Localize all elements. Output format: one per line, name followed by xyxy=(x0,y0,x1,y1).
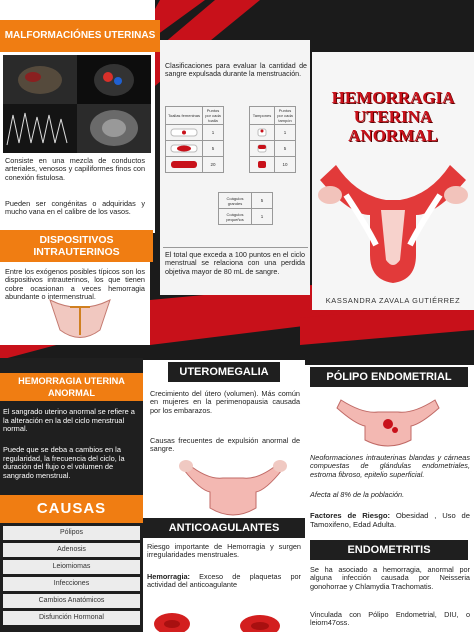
anticoagulantes-text-1: Riesgo importante de Hemorragia y surgen irregularidades menstruales. xyxy=(147,542,301,560)
causas-list xyxy=(3,526,140,628)
tampon-medium-icon xyxy=(255,144,269,153)
malformaciones-text-1: Consiste en una mezcla de conductos arteriales, venosos y capiliformes finos con conexión fistulosa. xyxy=(5,156,145,182)
table-toallas-v2: 5 xyxy=(203,141,224,157)
uterus-diu-image xyxy=(45,295,115,345)
polipo-text-3 xyxy=(310,511,470,529)
cover-title-line-1: HEMORRAGIA xyxy=(331,88,455,107)
endometritis-title: ENDOMETRITIS xyxy=(310,540,468,560)
causas-title: CAUSAS xyxy=(0,495,143,523)
polipo-text-2: Afecta al 8% de la población. xyxy=(310,490,405,499)
table-toallas xyxy=(165,106,224,173)
uterus-enlarged-image xyxy=(178,450,288,518)
tampon-heavy-icon xyxy=(255,160,269,169)
causa-item-disfuncion: Disfunción Hormonal xyxy=(3,611,140,625)
uterus-illustration xyxy=(316,155,470,287)
divider xyxy=(163,247,308,248)
endometritis-text-2: Vinculada con Pólipo Endometrial, DIU, o leiorn47oss. xyxy=(310,610,470,628)
uteromegalia-text-2: Causas frecuentes de expulsión anormal de sangre. xyxy=(150,436,300,454)
polipo-text-1: Neoformaciones intrauterinas blandas y cárneas compuestas de glándulas endometriales, estroma fibroso, epitelio superficial. xyxy=(310,453,470,479)
causa-item-polipos: Pólipos xyxy=(3,526,140,540)
table-tampones-h2: Puntos por cada tampón xyxy=(275,107,296,125)
causa-item-leiomiomas: Leiomiomas xyxy=(3,560,140,574)
table-tampones-v2: 5 xyxy=(275,141,296,157)
table-toallas-v3: 20 xyxy=(203,157,224,173)
hua-text-2: Puede que se deba a cambios en la regularidad, la frecuencia del ciclo, la duración del flujo o el volumen de sangrado menstrual. xyxy=(3,445,125,480)
endometritis-text-1: Se ha asociado a hemorragia, anormal por alguna infección causada por Neisseria gonohorrae y Chlamydia Trachomatis. xyxy=(310,565,470,591)
polipo-factores-label: Factores de Riesgo: xyxy=(310,511,391,520)
causa-item-cambios: Cambios Anatómicos xyxy=(3,594,140,608)
causa-item-infecciones: Infecciones xyxy=(3,577,140,591)
uteromegalia-title: UTEROMEGALIA xyxy=(168,362,280,382)
hua-text-1: El sangrado uterino anormal se refiere a la alteración en la del ciclo menstrual normal. xyxy=(3,407,135,434)
cover-author: KASSANDRA ZAVALA GUTIÉRREZ xyxy=(325,296,461,305)
table-coagulos-v1: 5 xyxy=(252,193,273,209)
anticoagulantes-text-2-body: Exceso de plaquetas por actividad del anticoagulante xyxy=(147,572,301,590)
table-coagulos-v2: 1 xyxy=(252,209,273,225)
clasificaciones-text: Clasificaciones para evaluar la cantidad de sangre expulsada durante la menstruación. xyxy=(165,62,307,79)
dispositivos-text: Entre los exógenos posibles típicos son los dispositivos intrauterinos, los que tienen cobre ocasionan a veces hemorragia abundante o intermenstrual. xyxy=(5,267,145,302)
table-coagulos-l2: Coágulos pequeños xyxy=(219,209,252,225)
table-toallas-v1: 1 xyxy=(203,125,224,141)
malformaciones-text-2: Pueden ser congénitas o adquiridas y mucho vana en el calibre de los vasos. xyxy=(5,199,145,217)
malformaciones-title: MALFORMACIÓNES UTERINAS xyxy=(0,20,160,52)
pad-medium-icon xyxy=(170,144,198,153)
causa-item-adenosis: Adenosis xyxy=(3,543,140,557)
ultrasound-image xyxy=(3,55,151,153)
uterus-polyp-image xyxy=(333,390,443,450)
table-tampones-v3: 10 xyxy=(275,157,296,173)
pad-heavy-icon xyxy=(170,160,198,169)
anticoagulantes-text-2 xyxy=(147,573,301,590)
polipo-text-3-body: Obesidad , Uso de Tamoxifeno, Edad Adulta. xyxy=(310,511,470,529)
pictogram-table xyxy=(163,104,308,244)
anticoagulantes-label: Hemorragia: xyxy=(147,572,190,581)
table-tampones xyxy=(249,106,296,173)
hua-title: HEMORRAGIA UTERINA ANORMAL xyxy=(0,373,143,401)
cover-title-line-3: ANORMAL xyxy=(348,126,438,145)
table-tampones-h1: Tampones xyxy=(250,107,275,125)
table-toallas-h1: Toallas femeninas xyxy=(166,107,203,125)
cover-title xyxy=(312,88,474,145)
anticoagulantes-title: ANTICOAGULANTES xyxy=(143,518,305,538)
tampon-light-icon xyxy=(255,128,269,137)
clasificaciones-footer: El total que exceda a 100 puntos en el ciclo menstrual se relaciona con una perdida objetiva mayor de 80 mL de sangre. xyxy=(165,250,305,276)
dispositivos-title: DISPOSITIVOS INTRAUTERINOS xyxy=(0,230,153,262)
blood-cells-image xyxy=(150,606,300,632)
table-coagulos xyxy=(218,192,273,225)
cover-title-line-2: UTERINA xyxy=(353,107,433,126)
table-tampones-v1: 1 xyxy=(275,125,296,141)
table-coagulos-l1: Coágulos grandes xyxy=(219,193,252,209)
pad-light-icon xyxy=(170,128,198,137)
table-toallas-h2: Puntos por cada toalla xyxy=(203,107,224,125)
uteromegalia-text-1: Crecimiento del útero (volumen). Más común en mujeres en la perimenopausia causada por los embarazos. xyxy=(150,389,300,415)
polipo-title: PÓLIPO ENDOMETRIAL xyxy=(310,367,468,387)
